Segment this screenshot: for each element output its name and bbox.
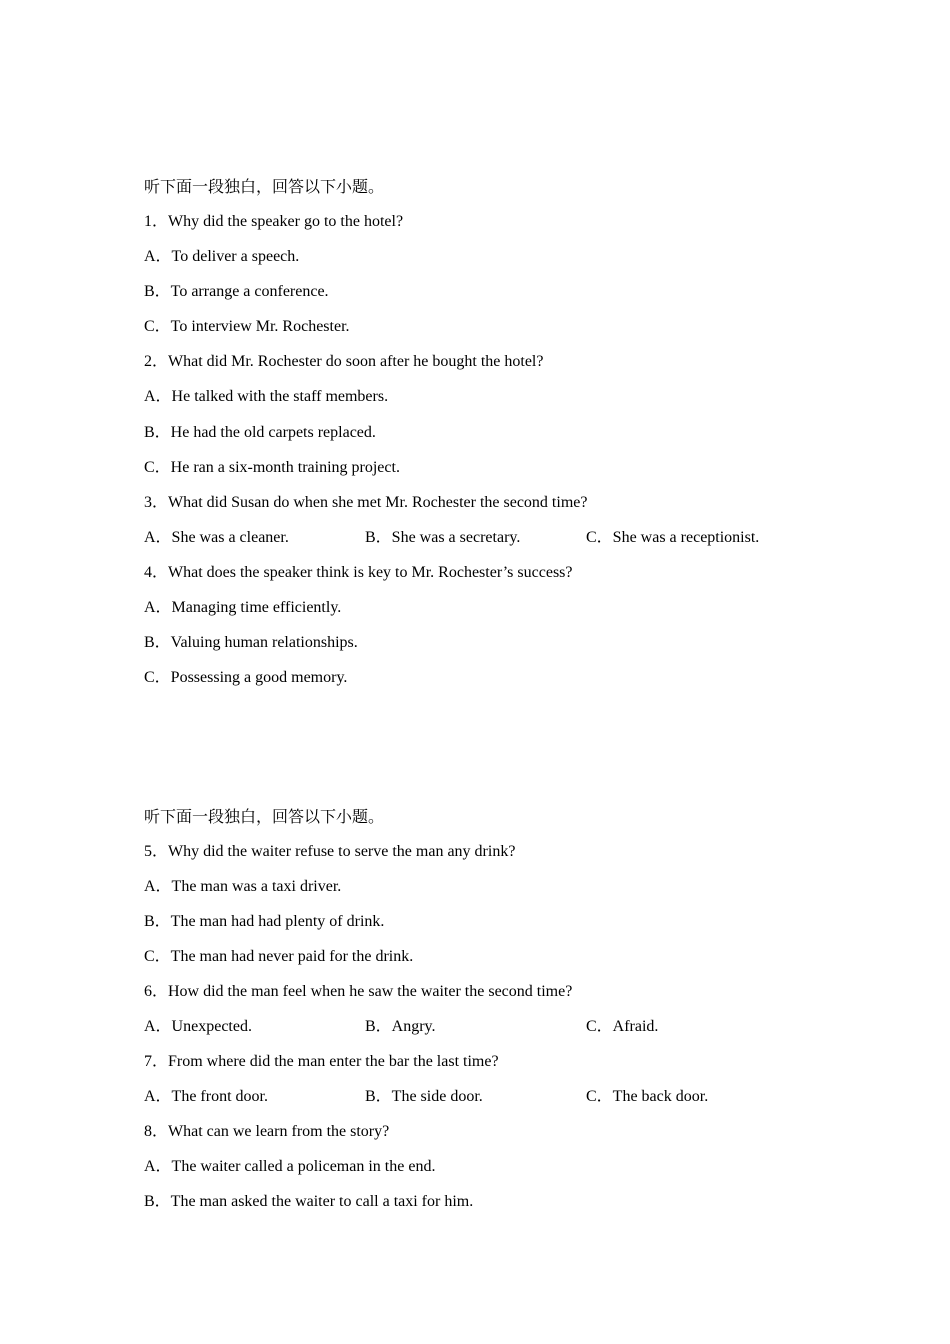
question-stem: 3．What did Susan do when she met Mr. Rochester the second time? [144,494,588,511]
question-stem: 2．What did Mr. Rochester do soon after he bought the hotel? [144,353,544,370]
question-stem: 8．What can we learn from the story? [144,1123,390,1140]
question-stem: 5．Why did the waiter refuse to serve the man any drink? [144,843,516,860]
option-b: B．To arrange a conference. [144,283,329,300]
option-a: A．The man was a taxi driver. [144,878,342,895]
question-stem: 6．How did the man feel when he saw the waiter the second time? [144,983,573,1000]
option-b: B．She was a secretary. [365,529,521,546]
option-b: B．Valuing human relationships. [144,634,358,651]
option-b: B．The side door. [365,1088,483,1105]
option-c: C．The man had never paid for the drink. [144,948,414,965]
option-a: A．The waiter called a policeman in the end. [144,1158,436,1175]
question-stem: 7．From where did the man enter the bar the last time? [144,1053,499,1070]
section-instruction: 听下面一段独白，回答以下小题。 [144,809,385,826]
question-stem: 4．What does the speaker think is key to Mr. Rochester’s success? [144,564,573,581]
option-b: B．The man had had plenty of drink. [144,913,385,930]
options-row [144,528,844,548]
question-stem: 1．Why did the speaker go to the hotel? [144,213,404,230]
option-a: A．To deliver a speech. [144,248,300,265]
options-row [144,1017,844,1037]
option-c: C．To interview Mr. Rochester. [144,318,350,335]
option-c: C．She was a receptionist. [586,529,760,546]
option-a: A．She was a cleaner. [144,529,289,546]
option-b: B．Angry. [365,1018,436,1035]
option-a: A．Unexpected. [144,1018,252,1035]
option-c: C．The back door. [586,1088,709,1105]
option-c: C．Afraid. [586,1018,659,1035]
option-a: A．Managing time efficiently. [144,599,342,616]
option-c: C．Possessing a good memory. [144,669,348,686]
section-instruction: 听下面一段独白，回答以下小题。 [144,179,385,196]
option-b: B．He had the old carpets replaced. [144,424,376,441]
options-row [144,1087,844,1107]
option-a: A．The front door. [144,1088,268,1105]
option-a: A．He talked with the staff members. [144,388,389,405]
option-c: C．He ran a six-month training project. [144,459,400,476]
option-b: B．The man asked the waiter to call a taxi for him. [144,1193,474,1210]
